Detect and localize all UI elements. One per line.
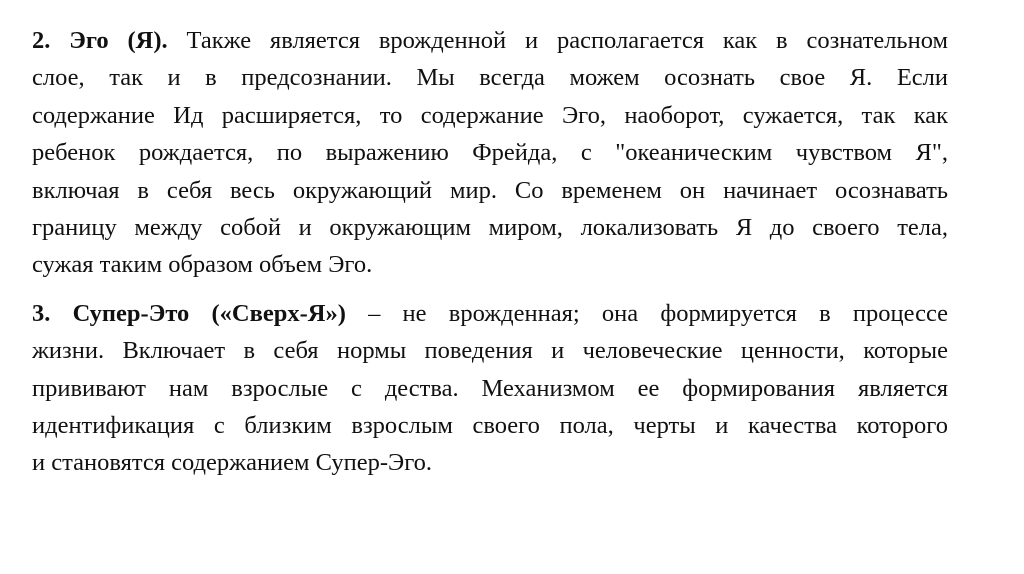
section-heading-ego: 2. Эго (Я).: [32, 27, 168, 54]
paragraph-line: включая в себя весь окружающий мир. Со временем он начинает осознавать: [32, 176, 948, 204]
paragraph-line: и становятся содержанием Супер-Эго.: [32, 449, 433, 477]
paragraph-line: границу между собой и окружающим миром, локализовать Я до своего тела,: [32, 214, 948, 242]
paragraph-line: прививают нам взрослые с дества. Механизмом ее формирования является: [32, 374, 948, 402]
paragraph-superego: [32, 295, 948, 482]
document-page: [32, 22, 948, 482]
paragraph-line: [32, 22, 948, 59]
paragraph-line: слое, так и в предсознании. Мы всегда можем осознать свое Я. Если: [32, 64, 948, 92]
paragraph-text: – не врожденная; она формируется в процессе: [345, 299, 948, 327]
paragraph-line: ребенок рождается, по выражению Фрейда, с "океаническим чувством Я",: [32, 139, 948, 167]
paragraph-line: идентификация с близким взрослым своего пола, черты и качества которого: [32, 412, 948, 440]
section-heading-superego: 3. Супер-Это («Сверх-Я»): [32, 299, 346, 327]
paragraph-text: Также является врожденной и располагается как в сознательном: [167, 27, 948, 54]
paragraph-ego: [32, 22, 948, 284]
paragraph-line: [32, 295, 948, 332]
paragraph-line: содержание Ид расширяется, то содержание Эго, наоборот, сужается, так как: [32, 101, 948, 129]
paragraph-line: жизни. Включает в себя нормы поведения и человеческие ценности, которые: [32, 337, 948, 365]
paragraph-line: сужая таким образом объем Эго.: [32, 251, 373, 279]
